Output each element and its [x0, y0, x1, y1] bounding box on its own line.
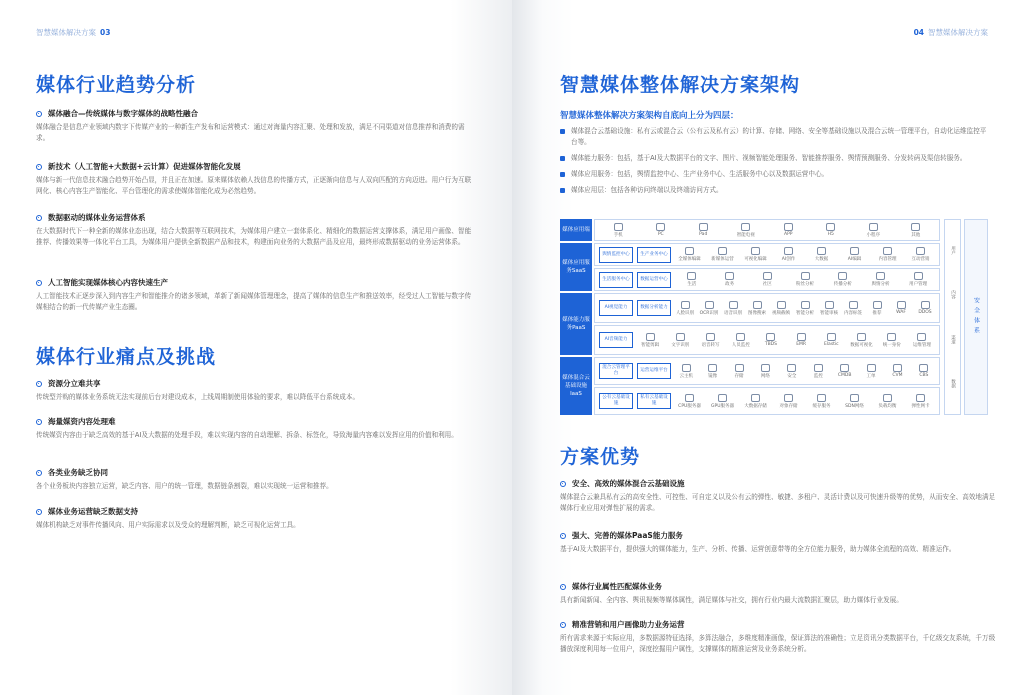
diagram-row: [594, 357, 940, 385]
diagram-cell-label: Pad: [699, 232, 708, 237]
diagram-cell-label: CVM: [892, 373, 903, 378]
service-icon: [784, 247, 793, 255]
diagram-row: [594, 268, 940, 291]
section-title-pain-points: 媒体行业痛点及挑战: [36, 346, 217, 368]
bullet-icon: [560, 533, 566, 539]
diagram-cell: [805, 364, 831, 379]
diagram-cell-label: 监控: [813, 373, 823, 379]
diagram-highlight-box: 数据分析能力: [637, 300, 671, 316]
running-head-title: 智慧媒体解决方案: [928, 28, 988, 37]
diagram-cell-label: EMR: [796, 342, 807, 347]
diagram-cell: [862, 272, 900, 287]
trend-item-body: 在大数据时代下一种全新的媒体业态出现，结合大数据等互联网技术，为媒体用户建立一套体系化、精细化的数据运营支撑体系，满足用户画像、智能推荐、传播效果等一体化平台工具，为媒体用户提供全新数据产品和技术，构建面向业务的大数据产品及应用，最终形成数据驱动的业务运营体系。: [36, 227, 472, 246]
band-saas-layer: 媒体应用服务SaaS: [560, 243, 592, 291]
service-icon: [699, 223, 708, 231]
diagram-cell-label: OCR识别: [699, 310, 719, 316]
diagram-cell: [805, 247, 838, 262]
bullet-icon: [560, 584, 566, 590]
diagram-cell-label: 传播分析: [833, 282, 852, 287]
diagram-cell-label: 新媒体运营: [711, 257, 734, 262]
diagram-cell-label: APP: [783, 232, 793, 237]
diagram-row: [594, 293, 940, 323]
diagram-cell: [711, 272, 749, 287]
diagram-cell-label: 云主机: [679, 373, 693, 379]
bullet-icon: [36, 280, 42, 286]
service-icon: [869, 223, 878, 231]
diagram-cell: [699, 364, 725, 379]
bullet-icon: [36, 509, 42, 515]
diagram-highlight-box: 舆情监控中心: [599, 247, 633, 263]
diagram-cell-label: 智能审核: [820, 310, 838, 316]
service-icon: [883, 247, 892, 255]
diagram-cell: [899, 272, 937, 287]
service-icon: [826, 223, 835, 231]
diagram-cell: [706, 394, 739, 409]
diagram-cell: [673, 272, 711, 287]
service-icon: [887, 333, 896, 341]
diagram-cell: [810, 223, 853, 237]
pain-item: [36, 506, 476, 531]
service-icon: [827, 333, 836, 341]
service-icon: [708, 364, 717, 372]
service-icon: [682, 364, 691, 372]
diagram-cell-label: SDN网络: [845, 403, 864, 409]
diagram-cell: [673, 247, 706, 262]
pain-item-body: 传统媒资内容由于缺乏高效的基于AI及大数据的处理手段，难以实现内容的自动理解、拆条、标签化，导致海量内容难以发挥应用的价值和利用。: [36, 431, 458, 439]
service-icon: [817, 394, 826, 402]
diagram-highlight-box: AI视觉能力: [599, 300, 633, 316]
service-icon: [817, 247, 826, 255]
trend-item-title: 人工智能实现媒体核心内容快速生产: [48, 278, 168, 287]
diagram-cell-label: DDOS: [918, 310, 932, 315]
advantage-item: [560, 478, 1000, 514]
diagram-cell: [831, 364, 857, 378]
side-item: 渠道: [950, 334, 956, 344]
diagram-cell: [665, 333, 695, 348]
diagram-cell: [752, 364, 778, 379]
service-icon: [893, 364, 902, 372]
service-icon: [814, 364, 823, 372]
pain-item: [36, 467, 476, 492]
diagram-cell: [786, 333, 816, 347]
trend-item-body: 媒体融合是信息产业领域内数字下传媒产业的一种新生产发布和运营模式：通过对海量内容汇聚、处理和发放，满足不同渠道对信息推荐和消费的需求。: [36, 123, 465, 142]
diagram-cell-label: 推荐: [872, 310, 882, 316]
diagram-cell-label: 存储: [734, 373, 744, 379]
diagram-highlight-box: 生产业务中心: [637, 247, 671, 263]
service-icon: [706, 333, 715, 341]
service-icon: [921, 301, 930, 309]
diagram-cell: [884, 364, 910, 378]
service-icon: [718, 247, 727, 255]
diagram-cell-label: CBS: [919, 373, 929, 378]
diagram-highlight-box: 生活服务中心: [599, 272, 633, 288]
service-icon: [751, 394, 760, 402]
service-icon: [838, 272, 847, 280]
diagram-cell-label: 数据可视化: [850, 342, 873, 348]
diagram-cell: [673, 394, 706, 409]
service-icon: [840, 364, 849, 372]
diagram-cell: [871, 394, 904, 409]
running-head-title: 智慧媒体解决方案: [36, 28, 96, 37]
diagram-cell-label: AI创作: [781, 257, 796, 262]
diagram-row: [594, 387, 940, 415]
diagram-side-column: [944, 219, 961, 415]
section-title-architecture: 智慧媒体整体解决方案架构: [560, 74, 801, 96]
diagram-cell-label: AI编辑: [847, 257, 862, 262]
service-icon: [751, 247, 760, 255]
diagram-cell: [756, 333, 786, 347]
diagram-cell-label: CMDB: [837, 373, 852, 378]
diagram-cell-label: 语音转写: [701, 342, 720, 348]
diagram-cell: [769, 301, 793, 316]
running-head: [36, 27, 110, 38]
diagram-cell-label: 政务: [725, 282, 735, 287]
diagram-cell-label: 舆情分析: [871, 282, 890, 287]
diagram-cell-label: 智能分析: [796, 310, 814, 316]
diagram-cell: [793, 301, 817, 316]
trend-item: [36, 277, 476, 313]
diagram-cell: [673, 301, 697, 316]
diagram-cell-label: 手机: [613, 232, 623, 238]
diagram-cell-label: 人脸识别: [676, 310, 694, 316]
advantage-item-body: 基于AI及大数据平台，提供强大的媒体能力，生产、分析、传播、运营创意带等的全方位能力服务，助力媒体全流程的高效、精准运作。: [560, 545, 956, 553]
diagram-highlight-box: 运营运维平台: [637, 363, 671, 379]
band-paas-layer: 媒体能力服务PaaS: [560, 293, 592, 355]
diagram-highlight-box: 公有云基础设施: [599, 393, 633, 409]
architecture-subtitle: 智慧媒体整体解决方案架构自底向上分为四层：: [560, 111, 739, 121]
side-item: 用户: [950, 245, 956, 255]
service-icon: [735, 364, 744, 372]
trend-item: [36, 212, 476, 248]
service-icon: [916, 247, 925, 255]
service-icon: [883, 394, 892, 402]
diagram-cell-label: 互动营销: [911, 257, 930, 262]
service-icon: [784, 394, 793, 402]
diagram-cell: [816, 333, 846, 347]
diagram-cell-label: 语音识别: [724, 310, 742, 316]
pain-item: [36, 378, 476, 403]
advantage-item-title: 强大、完善的媒体PaaS能力服务: [572, 531, 683, 540]
service-icon: [873, 301, 882, 309]
diagram-cell-label: 社区: [762, 282, 772, 287]
square-bullet-icon: [560, 172, 565, 177]
service-icon: [797, 333, 806, 341]
diagram-cell: [889, 301, 913, 315]
trend-item-body: 人工智能技术正逐步深入到内容生产和智能推介的诸多领域，革新了新闻媒体管理理念，提高了媒体的信息生产和推送效率，经受过人工智能与数字传媒相结合的新一代传媒产业生态圈。: [36, 292, 472, 311]
trend-item: [36, 108, 476, 144]
diagram-cell: [635, 333, 665, 348]
diagram-cell: [721, 301, 745, 316]
diagram-cell: [772, 394, 805, 409]
advantage-item: [560, 581, 1000, 606]
diagram-cell-label: 小程序: [866, 232, 880, 238]
diagram-cell-label: GPU服务器: [711, 403, 734, 409]
service-icon: [729, 301, 738, 309]
layer-item: [560, 153, 992, 164]
service-icon: [763, 272, 772, 280]
service-icon: [801, 272, 810, 280]
trend-item: [36, 161, 476, 197]
diagram-cell-label: 视频截帧: [772, 310, 790, 316]
bullet-icon: [36, 111, 42, 117]
diagram-cell: [865, 301, 889, 316]
service-icon: [705, 301, 714, 309]
trend-item-title: 数据驱动的媒体业务运营体系: [48, 213, 146, 222]
diagram-cell-label: 网络: [760, 373, 770, 379]
side-item: 内容: [950, 290, 956, 300]
diagram-cell: [673, 364, 699, 379]
service-icon: [801, 301, 810, 309]
diagram-cell: [597, 223, 640, 238]
diagram-cell: [824, 272, 862, 287]
service-icon: [850, 247, 859, 255]
diagram-cell-label: WAF: [896, 310, 906, 315]
band-app-layer: 媒体应用端: [560, 219, 592, 241]
diagram-highlight-box: AI音频能力: [599, 332, 633, 348]
pain-item-title: 资源分立难共享: [48, 379, 101, 388]
diagram-cell: [877, 333, 907, 348]
layer-item: [560, 185, 992, 196]
bullet-icon: [36, 419, 42, 425]
side-item: 数据: [950, 379, 956, 389]
diagram-cell-label: 图像搜索: [748, 310, 766, 316]
advantage-item-title: 精准营销和用户画像助力业务运营: [572, 620, 685, 629]
diagram-cell: [904, 247, 937, 262]
diagram-cell: [640, 223, 683, 237]
service-icon: [914, 272, 923, 280]
layer-item: [560, 169, 992, 180]
diagram-highlight-box: 数据运营中心: [637, 272, 671, 288]
layer-list: [560, 126, 992, 201]
diagram-cell-label: 安全: [787, 373, 797, 379]
diagram-cell-label: 工单: [866, 373, 876, 379]
diagram-highlight-box: 混合云管理平台: [599, 363, 633, 379]
service-icon: [741, 223, 750, 231]
bullet-icon: [560, 481, 566, 487]
advantage-item: [560, 619, 1000, 655]
diagram-cell-label: H5: [827, 232, 834, 237]
diagram-cell-label: 内容管理: [878, 257, 897, 262]
diagram-cell-label: 弹性网卡: [911, 403, 930, 409]
diagram-cell-label: TBDS: [764, 342, 777, 347]
service-icon: [736, 333, 745, 341]
diagram-cell: [838, 394, 871, 409]
diagram-cell-label: 智能剪辑: [641, 342, 660, 348]
service-icon: [784, 223, 793, 231]
diagram-cell-label: PC: [657, 232, 664, 237]
diagram-row: [594, 243, 940, 266]
service-icon: [646, 333, 655, 341]
diagram-cell-label: 内容标签: [844, 310, 862, 316]
service-icon: [685, 394, 694, 402]
layer-item-text: 媒体应用层：包括各种访问终端以及终端访问方式。: [571, 186, 723, 194]
pain-item-body: 媒体机构缺乏对事件传播风向、用户实际需求以及受众的理解判断，缺乏可视化运营工具。: [36, 521, 300, 529]
diagram-cell-label: 智能电视: [736, 232, 755, 238]
diagram-cell-label: Elastic: [823, 342, 839, 347]
service-icon: [681, 301, 690, 309]
layer-item-text: 媒体应用服务：包括，舆情监控中心、生产业务中心、生活服务中心以及数据运营中心。: [571, 170, 829, 178]
pain-item-body: 传统型并购的媒体业务系统无法实现前后台对建设成本，上线周期制使用体验的要求，难以降低平台系统成本。: [36, 393, 360, 401]
diagram-cell-label: 大数据: [814, 257, 829, 262]
pain-item-title: 海量媒资内容处理难: [48, 417, 116, 426]
diagram-cell: [858, 364, 884, 379]
diagram-cell-label: 可视化编辑: [744, 257, 767, 262]
diagram-cell: [739, 247, 772, 262]
diagram-cell: [852, 223, 895, 238]
service-icon: [753, 301, 762, 309]
service-icon: [787, 364, 796, 372]
diagram-cell-label: 其他: [911, 232, 921, 238]
service-icon: [897, 301, 906, 309]
square-bullet-icon: [560, 188, 565, 193]
diagram-cell: [726, 333, 756, 348]
advantage-item-body: 所有需求来源于实际应用，多数据源特征选择，多算法融合，多维度精准画像，保证算法的准确性；立足资讯分类数据平台，千亿级交友系统，千万级播放深度利用每一位用户，深度挖掘用户属性，支撑媒体的精准运营及业务系统分析。: [560, 634, 996, 653]
diagram-cell: [779, 364, 805, 379]
architecture-diagram: [560, 219, 990, 415]
service-icon: [850, 394, 859, 402]
diagram-row: [594, 325, 940, 355]
service-icon: [777, 301, 786, 309]
service-icon: [685, 247, 694, 255]
service-icon: [916, 394, 925, 402]
diagram-cell: [739, 394, 772, 409]
diagram-cell: [726, 364, 752, 379]
bullet-icon: [36, 164, 42, 170]
square-bullet-icon: [560, 156, 565, 161]
diagram-cell: [786, 272, 824, 287]
diagram-cell: [911, 364, 937, 378]
page-number: 03: [100, 28, 111, 37]
service-icon: [761, 364, 770, 372]
service-icon: [919, 364, 928, 372]
diagram-cell: [904, 394, 937, 409]
diagram-cell: [841, 301, 865, 316]
band-iaas-layer: 媒体混合云基础设施IaaS: [560, 357, 592, 415]
diagram-row: [594, 219, 940, 241]
advantage-item: [560, 530, 1000, 555]
service-icon: [656, 223, 665, 231]
layer-item-text: 媒体混合云基础设施：私有云或混合云（公有云及私有云）的计算、存储、网络、安全等基础设施以及混合云统一管理平台，自动化运维监控平台等。: [571, 127, 987, 146]
diagram-cell: [805, 394, 838, 409]
diagram-cell: [871, 247, 904, 262]
trend-item-title: 媒体融合—传统媒体与数字媒体的战略性融合: [48, 109, 198, 118]
diagram-cell: [706, 247, 739, 262]
right-page: [512, 0, 1024, 695]
diagram-cell: [745, 301, 769, 316]
trend-item-title: 新技术（人工智能+大数据+云计算）促进媒体智能化发展: [48, 162, 241, 171]
trend-item-body: 媒体与新一代信息技术融合趋势开始凸显，并且正在加速。原来媒体依赖人找信息的传播方式，正逐渐向信息与人双向匹配的方向迈进。用户行为互联网化、核心内容生产智能化、平台管理化的需求使媒体智能化成为必然趋势。: [36, 176, 472, 195]
diagram-cell-label: CPU服务器: [678, 403, 701, 409]
diagram-cell: [895, 223, 938, 238]
diagram-cell-label: 缓存服务: [812, 403, 831, 409]
advantage-item-title: 安全、高效的媒体混合云基础设施: [572, 479, 685, 488]
diagram-cell-label: 大数据存储: [744, 403, 767, 409]
diagram-cell: [725, 223, 768, 238]
diagram-cell-label: 人员监控: [731, 342, 750, 348]
bullet-icon: [36, 215, 42, 221]
diagram-cell: [913, 301, 937, 315]
pain-item-title: 各类业务缺乏协同: [48, 468, 108, 477]
diagram-cell-label: 生活: [687, 282, 697, 287]
diagram-cell: [817, 301, 841, 316]
bullet-icon: [36, 470, 42, 476]
diagram-cell: [695, 333, 725, 348]
service-icon: [725, 272, 734, 280]
section-title-trends: 媒体行业趋势分析: [36, 74, 197, 96]
diagram-cell: [772, 247, 805, 262]
diagram-cell: [697, 301, 721, 316]
diagram-cell: [907, 333, 937, 348]
service-icon: [876, 272, 885, 280]
diagram-cell-label: 运维管理: [912, 342, 931, 348]
pain-item: [36, 416, 476, 441]
service-icon: [825, 301, 834, 309]
page-number: 04: [913, 28, 924, 37]
advantage-item-title: 媒体行业属性匹配媒体业务: [572, 582, 662, 591]
service-icon: [867, 364, 876, 372]
diagram-cell: [767, 223, 810, 237]
diagram-cell-label: 文字识别: [671, 342, 690, 348]
service-icon: [676, 333, 685, 341]
service-icon: [911, 223, 920, 231]
advantage-item-body: 媒体混合云兼具私有云的高安全性、可控性、可自定义以及公有云的弹性、敏捷、多租户、灵活计费以及可快速升级等的优势，从而安全、高效地满足媒体行业应用对弹性扩展的需求。: [560, 493, 996, 512]
diagram-cell: [748, 272, 786, 287]
layer-item: [560, 126, 992, 148]
diagram-cell-label: 全媒体编辑: [678, 257, 701, 262]
diagram-cell: [838, 247, 871, 262]
diagram-cell-label: 负载均衡: [878, 403, 897, 409]
square-bullet-icon: [560, 129, 565, 134]
service-icon: [614, 223, 623, 231]
service-icon: [849, 301, 858, 309]
advantage-item-body: 具有新闻新闻、全内容、舆讯视频等媒体属性，满足媒体与社交，拥有行业内最大流数据汇聚层，助力媒体行业发展。: [560, 596, 903, 604]
diagram-cell-label: 对象存储: [779, 403, 798, 409]
bullet-icon: [36, 381, 42, 387]
service-icon: [857, 333, 866, 341]
bullet-icon: [560, 622, 566, 628]
pain-item-body: 各个业务板块内容独立运营，缺乏内容、用户的统一管理，数据链条割裂，难以实现统一运营和推荐。: [36, 482, 333, 490]
diagram-highlight-box: 私有云基础设施: [637, 393, 671, 409]
diagram-security-column: [964, 219, 988, 415]
security-label: 安全体系: [972, 297, 980, 337]
service-icon: [718, 394, 727, 402]
section-title-advantages: 方案优势: [560, 446, 641, 468]
diagram-cell-label: 镜像: [708, 373, 718, 379]
service-icon: [687, 272, 696, 280]
running-head: [914, 27, 988, 38]
service-icon: [766, 333, 775, 341]
service-icon: [917, 333, 926, 341]
pain-item-title: 媒体业务运营缺乏数据支持: [48, 507, 138, 516]
diagram-cell: [682, 223, 725, 237]
diagram-cell-label: 用户管理: [909, 282, 928, 287]
diagram-cell-label: 统一身份: [882, 342, 901, 348]
diagram-cell-label: 粉丝分析: [796, 282, 815, 287]
layer-item-text: 媒体能力服务：包括，基于AI及大数据平台的文字、图片、视频智能处理服务、智能推荐服务、舆情预测服务、分发转码及渠信转服务。: [571, 154, 967, 162]
diagram-cell: [846, 333, 876, 348]
